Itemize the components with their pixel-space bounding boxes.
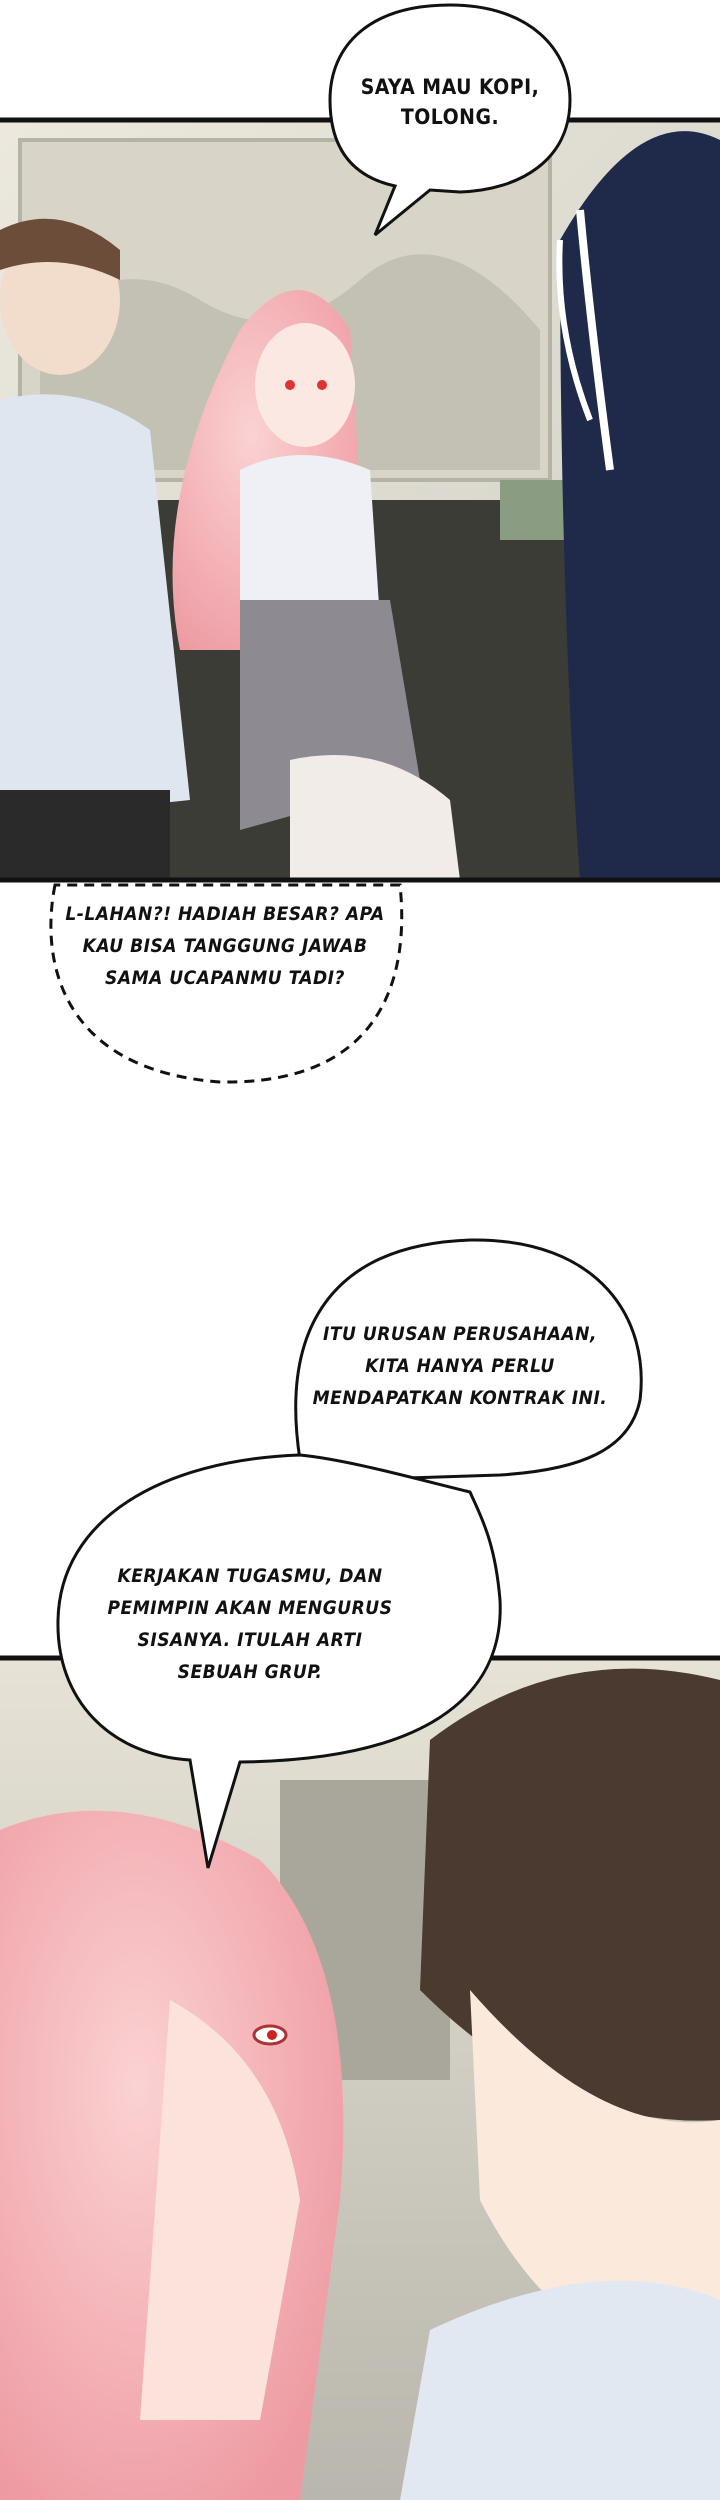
bubble-3-text: ITU URUSAN PERUSAHAAN, KITA HANYA PERLU MENDAPATKAN KONTRAK INI.: [312, 1323, 608, 1409]
panel-2: [0, 1658, 720, 2500]
bubble-1-text: SAYA MAU KOPI, TOLONG.: [360, 75, 540, 129]
panel-1: [0, 120, 720, 880]
bubble-4-text: KERJAKAN TUGASMU, DAN PEMIMPIN AKAN MENGURUS SISANYA. ITULAH ARTI SEBUAH GRUP.: [107, 1565, 393, 1683]
bubble-2-text: L-LAHAN?! HADIAH BESAR? APA KAU BISA TANGGUNG JAWAB SAMA UCAPANMU TADI?: [65, 903, 385, 989]
